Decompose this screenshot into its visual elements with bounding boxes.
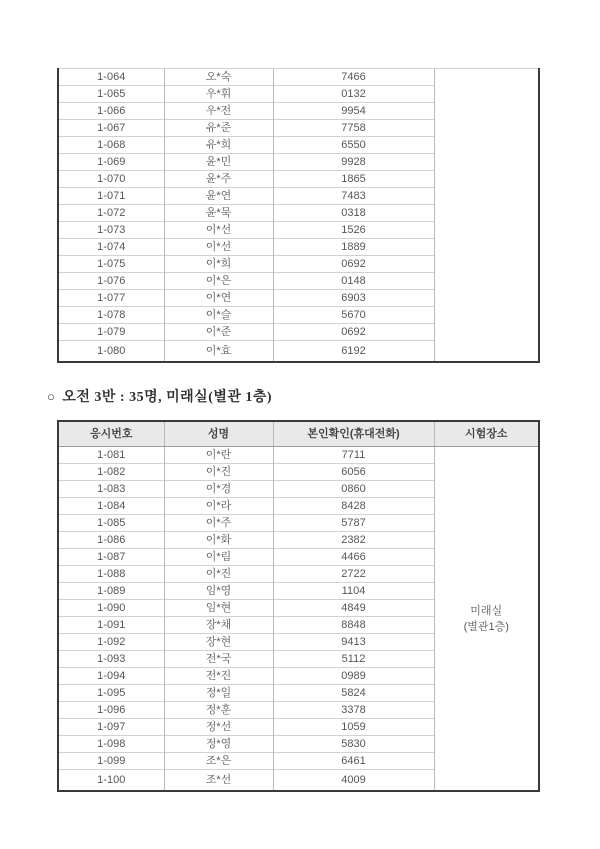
name-cell: 이*주 (164, 515, 273, 532)
candidate-number-cell: 1-098 (58, 736, 164, 753)
phone-verify-cell: 1526 (273, 222, 434, 239)
phone-verify-cell: 8848 (273, 617, 434, 634)
name-cell: 이*연 (164, 290, 273, 307)
candidate-number-cell: 1-093 (58, 651, 164, 668)
name-cell: 전*국 (164, 651, 273, 668)
header-name: 성명 (164, 421, 273, 447)
section-heading-text: 오전 3반 : 35명, 미래실(별관 1층) (62, 390, 273, 405)
phone-verify-cell: 0692 (273, 324, 434, 341)
phone-verify-cell: 4849 (273, 600, 434, 617)
phone-verify-cell: 6550 (273, 137, 434, 154)
phone-verify-cell: 5830 (273, 736, 434, 753)
phone-verify-cell: 5670 (273, 307, 434, 324)
table-row (58, 447, 539, 464)
candidate-number-cell: 1-070 (58, 171, 164, 188)
candidate-number-cell: 1-072 (58, 205, 164, 222)
phone-verify-cell: 7758 (273, 120, 434, 137)
name-cell: 이*화 (164, 532, 273, 549)
candidate-number-cell: 1-082 (58, 464, 164, 481)
phone-verify-cell: 3378 (273, 702, 434, 719)
candidate-number-cell: 1-099 (58, 753, 164, 770)
phone-verify-cell: 6461 (273, 753, 434, 770)
header-candidate-number: 응시번호 (58, 421, 164, 447)
name-cell: 임*영 (164, 583, 273, 600)
name-cell: 오*숙 (164, 69, 273, 86)
name-cell: 장*채 (164, 617, 273, 634)
name-cell: 윤*연 (164, 188, 273, 205)
candidate-number-cell: 1-066 (58, 103, 164, 120)
candidate-number-cell: 1-091 (58, 617, 164, 634)
phone-verify-cell: 4009 (273, 770, 434, 792)
phone-verify-cell: 5824 (273, 685, 434, 702)
name-cell: 정*선 (164, 719, 273, 736)
phone-verify-cell: 2382 (273, 532, 434, 549)
name-cell: 정*일 (164, 685, 273, 702)
candidate-number-cell: 1-092 (58, 634, 164, 651)
candidate-number-cell: 1-095 (58, 685, 164, 702)
header-phone-verify: 본인확인(휴대전화) (273, 421, 434, 447)
exam-roster-table-session3 (57, 420, 540, 792)
candidate-number-cell: 1-089 (58, 583, 164, 600)
candidate-number-cell: 1-080 (58, 341, 164, 363)
candidate-number-cell: 1-074 (58, 239, 164, 256)
venue-line2: (별관1층) (463, 620, 509, 633)
candidate-number-cell: 1-077 (58, 290, 164, 307)
exam-roster-table-continued (57, 68, 540, 363)
candidate-number-cell: 1-064 (58, 69, 164, 86)
name-cell: 우*휘 (164, 86, 273, 103)
name-cell: 이*라 (164, 498, 273, 515)
candidate-number-cell: 1-073 (58, 222, 164, 239)
circle-bullet-icon: ○ (47, 389, 56, 404)
phone-verify-cell: 7466 (273, 69, 434, 86)
candidate-number-cell: 1-094 (58, 668, 164, 685)
name-cell: 이*선 (164, 239, 273, 256)
name-cell: 윤*묵 (164, 205, 273, 222)
phone-verify-cell: 0989 (273, 668, 434, 685)
phone-verify-cell: 0318 (273, 205, 434, 222)
name-cell: 윤*주 (164, 171, 273, 188)
name-cell: 정*영 (164, 736, 273, 753)
phone-verify-cell: 9954 (273, 103, 434, 120)
name-cell: 이*림 (164, 549, 273, 566)
candidate-number-cell: 1-067 (58, 120, 164, 137)
name-cell: 윤*민 (164, 154, 273, 171)
name-cell: 이*진 (164, 566, 273, 583)
name-cell: 조*은 (164, 753, 273, 770)
name-cell: 이*선 (164, 222, 273, 239)
candidate-number-cell: 1-065 (58, 86, 164, 103)
candidate-number-cell: 1-100 (58, 770, 164, 792)
phone-verify-cell: 0132 (273, 86, 434, 103)
phone-verify-cell: 7711 (273, 447, 434, 464)
header-row (58, 421, 539, 447)
candidate-number-cell: 1-083 (58, 481, 164, 498)
name-cell: 장*현 (164, 634, 273, 651)
phone-verify-cell: 9413 (273, 634, 434, 651)
name-cell: 유*준 (164, 120, 273, 137)
candidate-number-cell: 1-085 (58, 515, 164, 532)
phone-verify-cell: 2722 (273, 566, 434, 583)
candidate-number-cell: 1-081 (58, 447, 164, 464)
candidate-number-cell: 1-075 (58, 256, 164, 273)
candidate-number-cell: 1-090 (58, 600, 164, 617)
name-cell: 이*진 (164, 464, 273, 481)
table-row (58, 69, 539, 86)
phone-verify-cell: 6056 (273, 464, 434, 481)
name-cell: 이*란 (164, 447, 273, 464)
candidate-number-cell: 1-076 (58, 273, 164, 290)
venue-cell (434, 69, 539, 363)
name-cell: 임*현 (164, 600, 273, 617)
name-cell: 이*효 (164, 341, 273, 363)
name-cell: 이*은 (164, 273, 273, 290)
phone-verify-cell: 5787 (273, 515, 434, 532)
name-cell: 우*전 (164, 103, 273, 120)
phone-verify-cell: 8428 (273, 498, 434, 515)
candidate-number-cell: 1-097 (58, 719, 164, 736)
candidate-number-cell: 1-086 (58, 532, 164, 549)
phone-verify-cell: 1889 (273, 239, 434, 256)
candidate-number-cell: 1-084 (58, 498, 164, 515)
header-exam-venue: 시험장소 (434, 421, 539, 447)
section-heading (47, 386, 272, 406)
phone-verify-cell: 4466 (273, 549, 434, 566)
candidate-number-cell: 1-087 (58, 549, 164, 566)
candidate-number-cell: 1-078 (58, 307, 164, 324)
name-cell: 이*슬 (164, 307, 273, 324)
candidate-number-cell: 1-088 (58, 566, 164, 583)
venue-line1: 미래실 (470, 604, 503, 617)
name-cell: 조*선 (164, 770, 273, 792)
venue-cell (434, 447, 539, 792)
phone-verify-cell: 7483 (273, 188, 434, 205)
phone-verify-cell: 9928 (273, 154, 434, 171)
name-cell: 이*희 (164, 256, 273, 273)
phone-verify-cell: 0860 (273, 481, 434, 498)
candidate-number-cell: 1-079 (58, 324, 164, 341)
name-cell: 이*경 (164, 481, 273, 498)
phone-verify-cell: 1059 (273, 719, 434, 736)
name-cell: 정*훈 (164, 702, 273, 719)
candidate-number-cell: 1-068 (58, 137, 164, 154)
name-cell: 이*준 (164, 324, 273, 341)
phone-verify-cell: 1104 (273, 583, 434, 600)
phone-verify-cell: 6192 (273, 341, 434, 363)
name-cell: 전*진 (164, 668, 273, 685)
phone-verify-cell: 0692 (273, 256, 434, 273)
phone-verify-cell: 0148 (273, 273, 434, 290)
phone-verify-cell: 5112 (273, 651, 434, 668)
name-cell: 유*희 (164, 137, 273, 154)
candidate-number-cell: 1-071 (58, 188, 164, 205)
phone-verify-cell: 6903 (273, 290, 434, 307)
phone-verify-cell: 1865 (273, 171, 434, 188)
candidate-number-cell: 1-096 (58, 702, 164, 719)
candidate-number-cell: 1-069 (58, 154, 164, 171)
